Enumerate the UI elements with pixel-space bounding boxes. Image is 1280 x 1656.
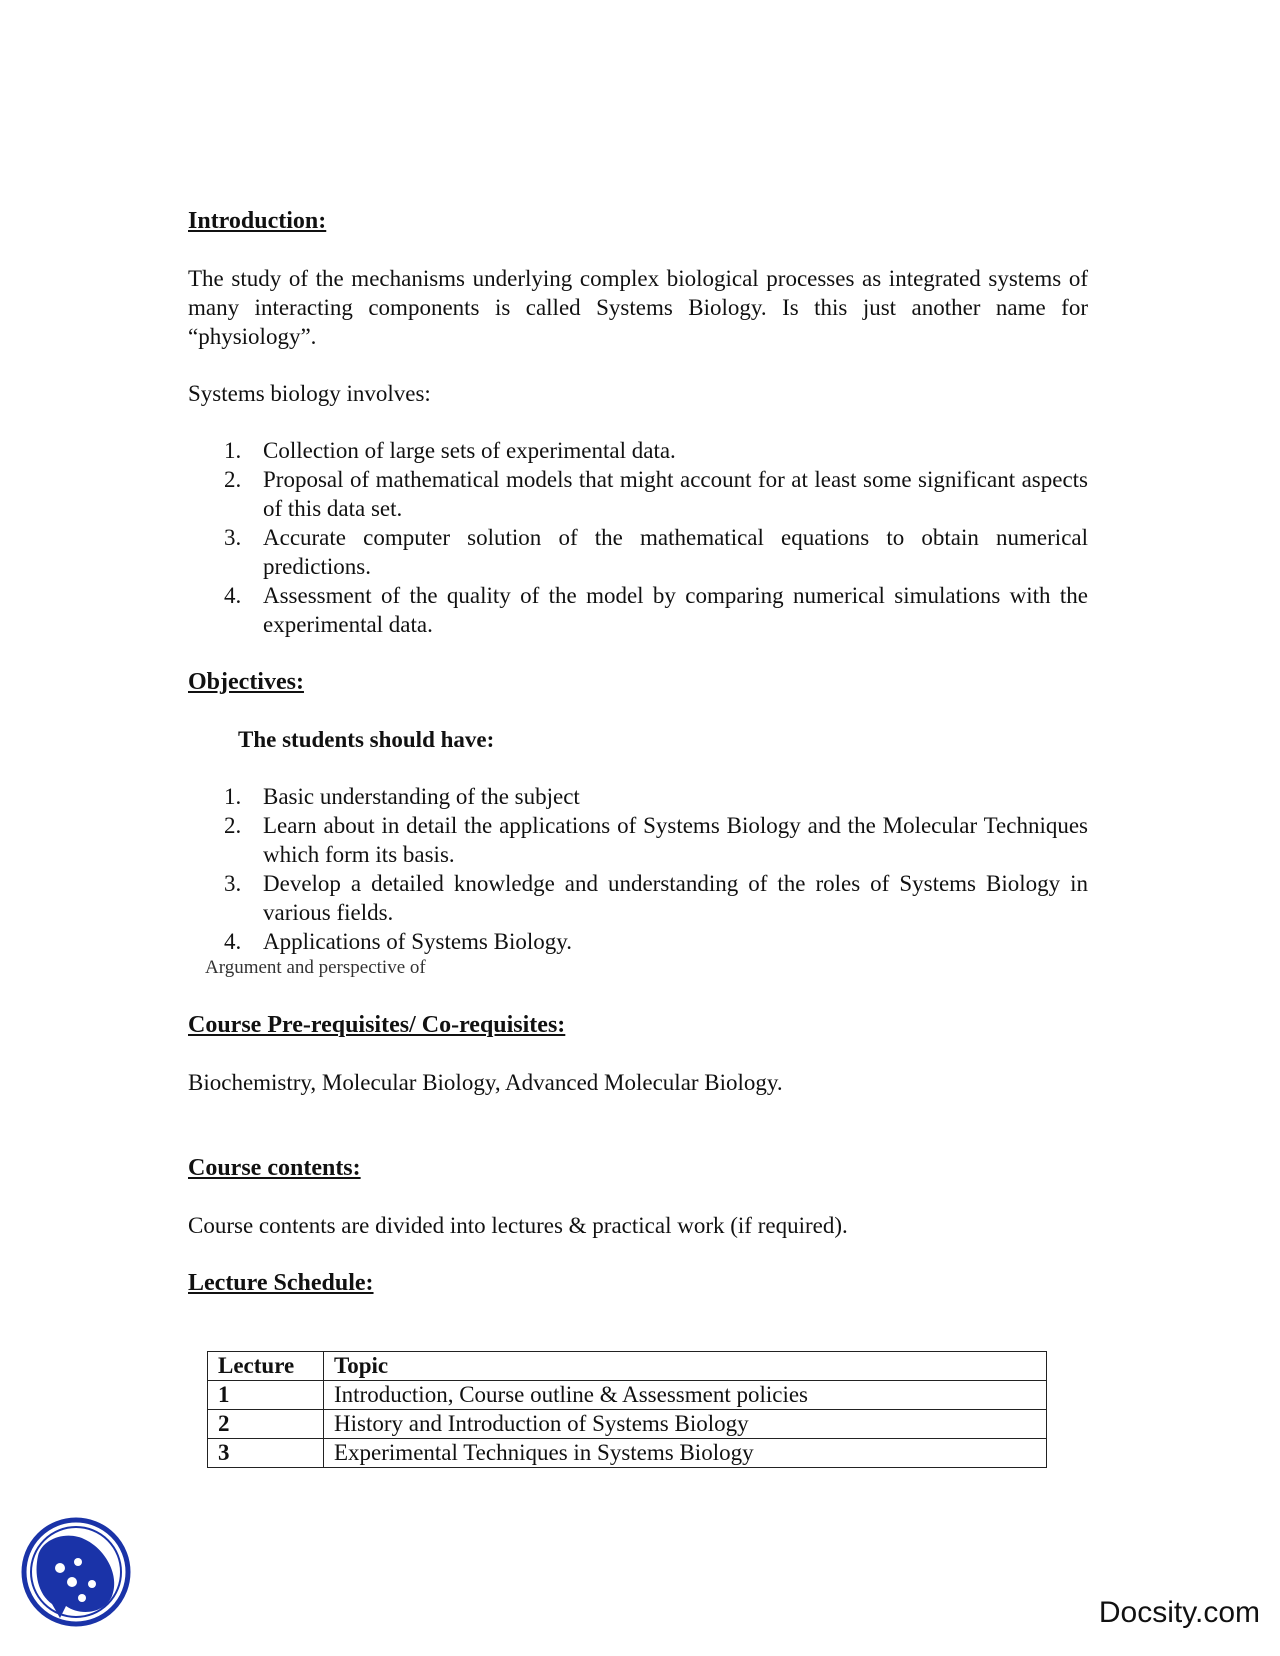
list-item: 2. Learn about in detail the applications of Systems Biology and the Molecular Techniques which form its basis. bbox=[224, 813, 1088, 867]
column-header-topic: Topic bbox=[324, 1352, 1047, 1381]
list-item: 1. Basic understanding of the subject bbox=[224, 784, 580, 809]
lecture-schedule-table bbox=[207, 1351, 1047, 1468]
lecture-number: 2 bbox=[208, 1410, 324, 1439]
objectives-heading: Objectives: bbox=[188, 669, 304, 695]
list-item: 3. Develop a detailed knowledge and understanding of the roles of Systems Biology in various fields. bbox=[224, 871, 1088, 925]
lecture-schedule-heading: Lecture Schedule: bbox=[188, 1270, 374, 1296]
list-item: 2. Proposal of mathematical models that might account for at least some significant aspects of this data set. bbox=[224, 467, 1088, 521]
course-contents-heading: Course contents: bbox=[188, 1155, 361, 1181]
table-row bbox=[208, 1410, 1047, 1439]
prerequisites-heading: Course Pre-requisites/ Co-requisites: bbox=[188, 1012, 566, 1038]
introduction-heading: Introduction: bbox=[188, 208, 327, 234]
list-item: 1. Collection of large sets of experimental data. bbox=[224, 438, 676, 463]
list-item: 3. Accurate computer solution of the mathematical equations to obtain numerical predictions. bbox=[224, 525, 1088, 579]
docsity-logo-icon[interactable] bbox=[20, 1516, 132, 1628]
table-row bbox=[208, 1439, 1047, 1468]
objectives-subheading: The students should have: bbox=[238, 727, 495, 752]
table-header-row bbox=[208, 1352, 1047, 1381]
prerequisites-text: Biochemistry, Molecular Biology, Advanced Molecular Biology. bbox=[188, 1070, 783, 1095]
lecture-topic: Introduction, Course outline & Assessment policies bbox=[324, 1381, 1047, 1410]
table-row bbox=[208, 1381, 1047, 1410]
introduction-paragraph: The study of the mechanisms underlying complex biological processes as integrated systems of many interacting components is called Systems Biology. Is this just another name for “physiology”. bbox=[188, 266, 1088, 349]
involves-label: Systems biology involves: bbox=[188, 381, 431, 406]
document-page bbox=[188, 206, 1088, 1468]
list-item: 4. Assessment of the quality of the model by comparing numerical simulations with the experimental data. bbox=[224, 583, 1088, 637]
involves-list bbox=[188, 436, 1088, 639]
list-item: 4. Applications of Systems Biology. bbox=[224, 929, 573, 954]
lecture-number: 3 bbox=[208, 1439, 324, 1468]
column-header-lecture: Lecture bbox=[208, 1352, 324, 1381]
lecture-topic: Experimental Techniques in Systems Biology bbox=[324, 1439, 1047, 1468]
lecture-topic: History and Introduction of Systems Biology bbox=[324, 1410, 1047, 1439]
objectives-list bbox=[188, 782, 1088, 956]
docsity-brand[interactable]: Docsity.com bbox=[1098, 1596, 1260, 1629]
handwritten-note: Argument and perspective of bbox=[205, 957, 426, 978]
course-contents-text: Course contents are divided into lectures & practical work (if required). bbox=[188, 1213, 848, 1238]
lecture-number: 1 bbox=[208, 1381, 324, 1410]
